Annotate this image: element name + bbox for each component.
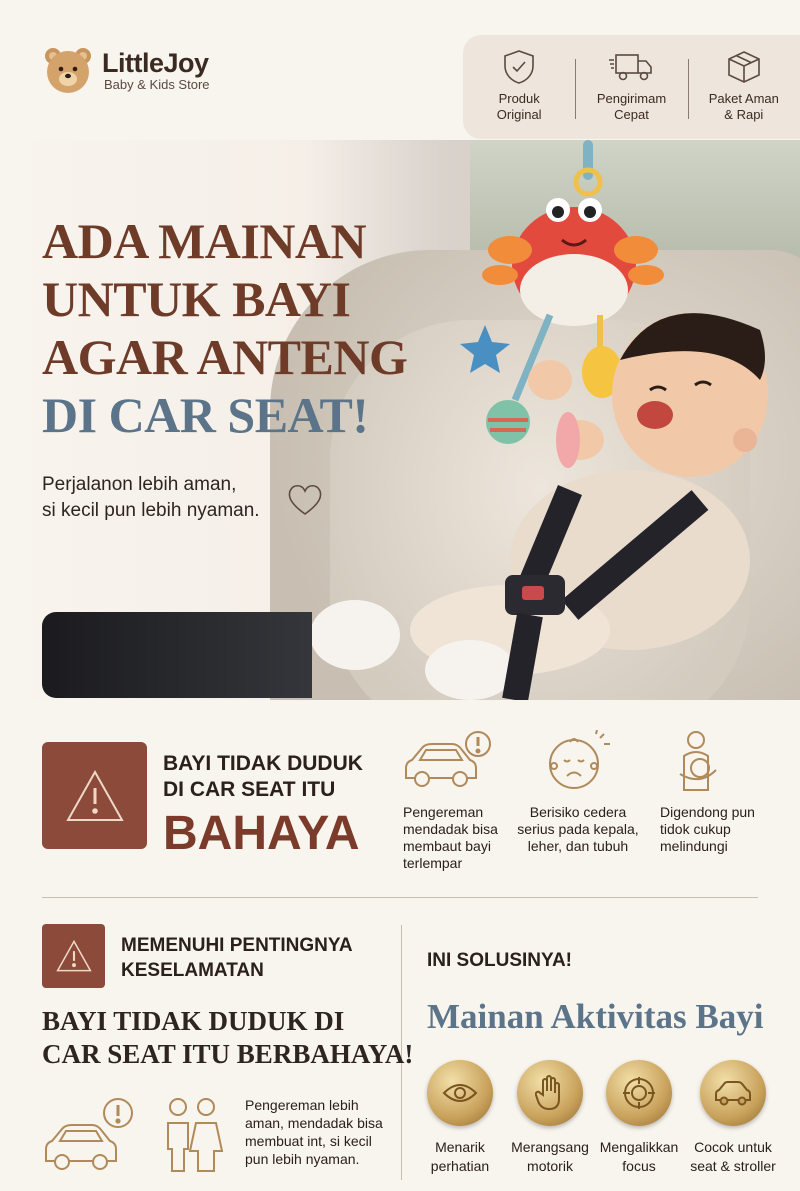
safety-description: Pengereman lebih aman, mendadak bisa membuat int, si kecil pun lebih nyaman. (245, 1097, 383, 1167)
solution-title: Mainan Aktivitas Bayi (427, 997, 764, 1036)
feature-focus: Mengalikkan focus (594, 1060, 684, 1176)
car-warning-icon (400, 730, 496, 794)
family-icon (160, 1095, 226, 1175)
danger-big-word: BAHAYA (163, 807, 360, 860)
danger-warning-badge (42, 742, 147, 849)
warning-triangle-icon (55, 939, 93, 973)
brand-tagline: Baby & Kids Store (104, 76, 210, 92)
car-interior-strip (42, 612, 312, 698)
safety-importance: MEMENUHI PENTINGNYA KESELAMATAN (121, 935, 353, 981)
hero-headline: ADA MAINAN UNTUK BAYI AGAR ANTENG DI CAR SEAT! (42, 213, 408, 443)
feature-motor: Merangsang motorik (505, 1060, 595, 1176)
eye-icon (442, 1081, 478, 1105)
safety-headline: BAYI TIDAK DUDUK DI CAR SEAT ITU BERBAHAYA! (42, 1006, 414, 1069)
hand-icon (535, 1075, 565, 1111)
hero-subtitle: Perjalanon lebih aman, si kecil pun lebih nyaman. (42, 474, 260, 521)
brand-name: LittleJoy (102, 47, 209, 78)
brand-logo[interactable] (42, 44, 210, 96)
danger-message: BAYI TIDAK DUDUK DI CAR SEAT ITU BAHAYA (163, 752, 363, 860)
safety-icons (42, 1095, 226, 1175)
trust-badges (463, 35, 800, 139)
crying-baby-icon (542, 730, 614, 794)
section-divider (42, 897, 758, 898)
badge-original: Produk Original (463, 49, 575, 123)
parent-holding-baby-icon (666, 730, 730, 794)
car-warning-icon (42, 1095, 138, 1175)
heart-icon (287, 483, 323, 517)
feature-seat-stroller: Cocok untuk seat & stroller (683, 1060, 783, 1176)
risk-item-carrying: Digendong pun tidok cukup melindungi (660, 730, 760, 855)
shield-check-icon (502, 49, 536, 85)
warning-triangle-icon (64, 768, 126, 824)
delivery-truck-icon (608, 49, 654, 85)
badge-shipping: Pengirimam Cepat (575, 49, 687, 123)
solution-label: INI SOLUSINYA! (427, 950, 572, 971)
feature-attention: Menarik perhatian (415, 1060, 505, 1176)
bear-logo-icon (42, 44, 94, 96)
hero-banner (0, 140, 800, 700)
safety-warning-badge (42, 924, 105, 988)
hero-headline-accent: DI CAR SEAT! (42, 387, 369, 443)
badge-package: Paket Aman & Rapi (688, 49, 800, 123)
focus-icon (622, 1076, 656, 1110)
risk-item-braking: Pengereman mendadak bisa membaut bayi terlempar (400, 730, 500, 872)
car-icon (714, 1080, 752, 1106)
package-box-icon (726, 49, 762, 85)
risk-item-injury: Berisiko cedera serius pada kepala, leher, dan tubuh (516, 730, 640, 855)
